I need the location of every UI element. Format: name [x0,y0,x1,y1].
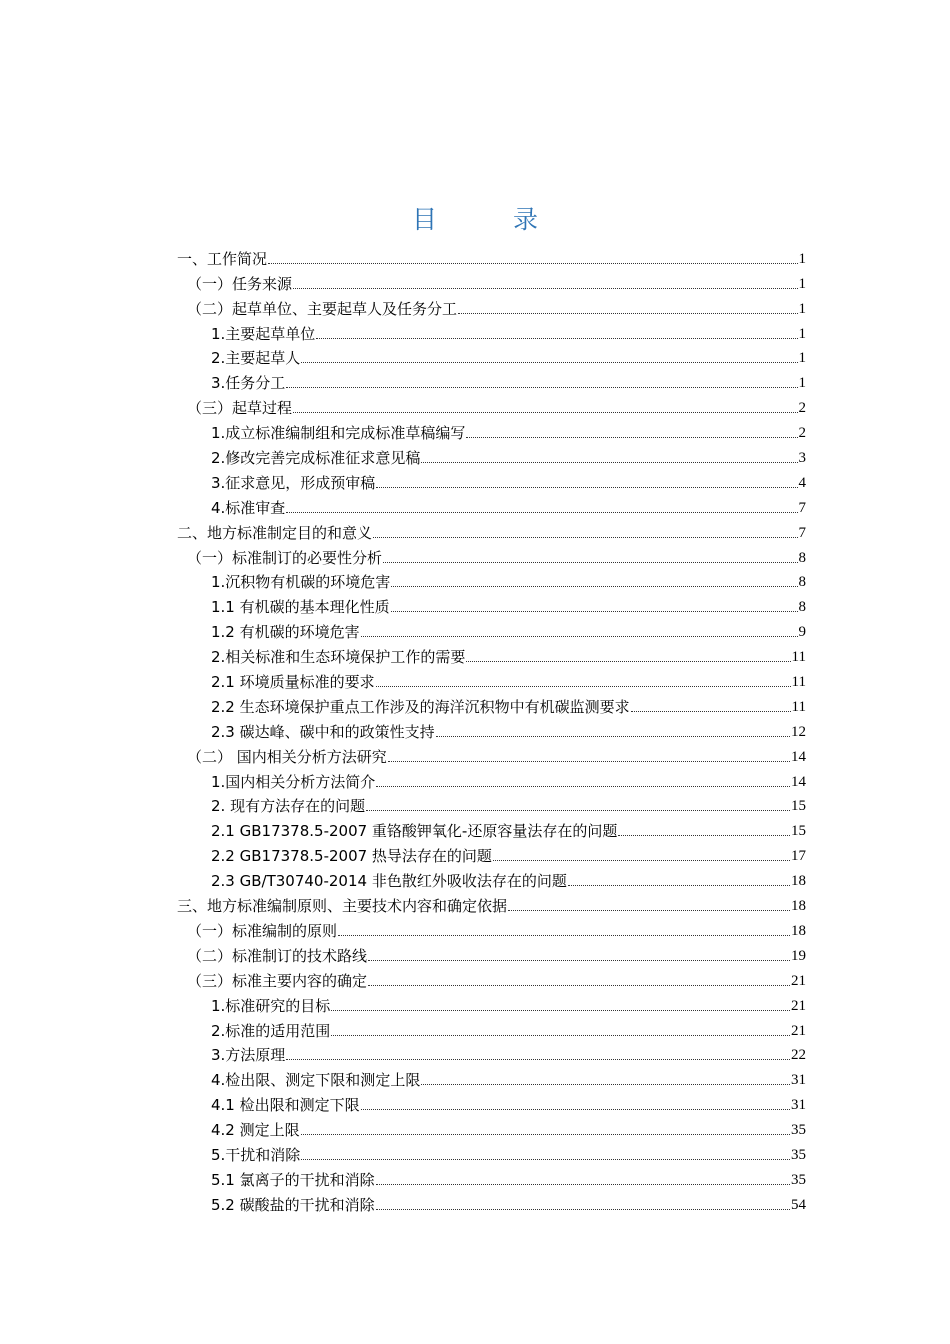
toc-dot-leader [361,1108,790,1110]
toc-entry[interactable] [211,1189,806,1214]
toc-entry[interactable] [211,1064,806,1089]
toc-list [0,243,950,1214]
toc-entry-text: 1.国内相关分析方法简介 [211,772,376,791]
toc-page-number: 35 [791,1146,806,1163]
toc-entry-text: 2.2 GB17378.5-2007 热导法存在的问题 [211,847,492,866]
toc-entry[interactable] [211,442,806,467]
toc-dot-leader [391,610,798,612]
toc-entry-text: 一、工作简况 [177,249,268,268]
toc-dot-leader [301,361,797,363]
toc-entry-text: 5.2 碳酸盐的干扰和消除 [211,1195,375,1214]
toc-page-number: 22 [791,1047,806,1064]
toc-entry[interactable] [211,616,806,641]
toc-dot-leader [466,436,797,438]
toc-page-number: 11 [791,698,806,715]
toc-entry[interactable] [211,492,806,517]
toc-page-number: 21 [791,972,806,989]
toc-page-number: 2 [798,425,806,442]
toc-dot-leader [631,710,791,712]
toc-dot-leader [376,1208,790,1210]
toc-page-number: 2 [798,400,806,417]
toc-entry[interactable] [211,1089,806,1114]
toc-dot-leader [331,1009,790,1011]
toc-entry[interactable] [187,940,806,965]
toc-page-number: 1 [798,350,806,367]
toc-entry[interactable] [187,392,806,417]
toc-dot-leader [368,984,790,986]
toc-entry[interactable] [211,691,806,716]
toc-entry[interactable] [211,840,806,865]
toc-page-number: 35 [791,1122,806,1139]
toc-entry[interactable] [211,467,806,492]
toc-page-number: 14 [791,773,806,790]
toc-entry-text: 2.标准的适用范围 [211,1021,331,1040]
toc-page-number: 18 [791,922,806,939]
toc-entry-text: （三）标准主要内容的确定 [187,971,368,990]
toc-entry-text: 1.2 有机碳的环境危害 [211,623,360,642]
toc-entry-text: 2.主要起草人 [211,349,301,368]
toc-entry-text: 1.成立标准编制组和完成标准草稿编写 [211,424,466,443]
toc-entry-text: 5.1 氯离子的干扰和消除 [211,1170,375,1189]
toc-dot-leader [301,1133,790,1135]
toc-dot-leader [391,585,797,587]
toc-entry-text: 4.1 检出限和测定下限 [211,1096,360,1115]
toc-page-number: 14 [791,748,806,765]
toc-dot-leader [436,735,790,737]
toc-dot-leader [366,809,790,811]
toc-entry-text: 2.相关标准和生态环境保护工作的需要 [211,648,466,667]
toc-page-number: 7 [798,524,806,541]
toc-entry-text: （三）起草过程 [187,399,293,418]
toc-page-number: 35 [791,1171,806,1188]
toc-page-number: 31 [791,1072,806,1089]
toc-entry[interactable] [187,915,806,940]
toc-entry[interactable] [211,1139,806,1164]
toc-entry[interactable] [211,318,806,343]
toc-entry-text: 2.3 GB/T30740-2014 非色散红外吸收法存在的问题 [211,872,567,891]
toc-entry[interactable] [211,343,806,368]
toc-page-number: 11 [791,674,806,691]
toc-dot-leader [618,834,790,836]
toc-dot-leader [316,337,797,339]
toc-dot-leader [368,959,790,961]
toc-entry[interactable] [211,666,806,691]
toc-entry[interactable] [187,542,806,567]
toc-dot-leader [376,685,791,687]
toc-entry[interactable] [211,865,806,890]
toc-entry-text: 1.1 有机碳的基本理化性质 [211,598,390,617]
toc-entry-text: 3.方法原理 [211,1046,286,1065]
toc-page-number: 1 [798,250,806,267]
toc-dot-leader [286,1058,790,1060]
toc-dot-leader [376,486,797,488]
toc-page-number: 8 [798,599,806,616]
toc-entry-text: 3.任务分工 [211,374,286,393]
toc-dot-leader [421,1083,790,1085]
toc-dot-leader [376,1183,790,1185]
toc-page-number: 18 [791,873,806,890]
toc-page-number: 1 [798,375,806,392]
toc-entry[interactable] [177,517,806,542]
toc-entry-text: 1.主要起草单位 [211,324,316,343]
toc-page-number: 4 [798,474,806,491]
toc-entry-text: 1.标准研究的目标 [211,996,331,1015]
toc-dot-leader [286,386,797,388]
toc-entry[interactable] [187,965,806,990]
toc-entry[interactable] [211,367,806,392]
toc-entry-text: 二、地方标准制定目的和意义 [177,523,373,542]
toc-dot-leader [421,461,797,463]
toc-entry[interactable] [211,791,806,816]
toc-entry-text: 2.1 GB17378.5-2007 重铬酸钾氧化-还原容量法存在的问题 [211,822,618,841]
toc-entry[interactable] [177,243,806,268]
toc-entry-text: 2.3 碳达峰、碳中和的政策性支持 [211,722,435,741]
toc-page-number: 3 [798,450,806,467]
toc-entry[interactable] [187,741,806,766]
toc-entry-text: 2.2 生态环境保护重点工作涉及的海洋沉积物中有机碳监测要求 [211,697,630,716]
toc-page-number: 8 [798,549,806,566]
toc-dot-leader [301,1158,790,1160]
toc-entry-text: （二）起草单位、主要起草人及任务分工 [187,299,458,318]
toc-dot-leader [286,511,797,513]
toc-dot-leader [293,287,797,289]
toc-page-number: 21 [791,997,806,1014]
toc-entry-text: （一）标准编制的原则 [187,921,338,940]
toc-entry[interactable] [211,815,806,840]
toc-entry-text: （二）标准制订的技术路线 [187,946,368,965]
toc-entry[interactable] [177,890,806,915]
toc-entry-text: 5.干扰和消除 [211,1145,301,1164]
toc-entry[interactable] [211,591,806,616]
toc-entry-text: 2. 现有方法存在的问题 [211,797,366,816]
toc-page-number: 1 [798,300,806,317]
toc-dot-leader [508,909,790,911]
toc-entry[interactable] [211,766,806,791]
toc-dot-leader [373,536,797,538]
toc-page-number: 15 [791,798,806,815]
toc-page-number: 15 [791,823,806,840]
toc-page-number: 21 [791,1022,806,1039]
toc-entry-text: 2.1 环境质量标准的要求 [211,673,375,692]
toc-entry[interactable] [211,1040,806,1065]
toc-entry[interactable] [211,641,806,666]
toc-entry[interactable] [211,990,806,1015]
toc-page-number: 9 [798,624,806,641]
toc-dot-leader [293,411,797,413]
toc-entry[interactable] [211,1015,806,1040]
toc-page-number: 8 [798,574,806,591]
toc-entry[interactable] [211,417,806,442]
toc-dot-leader [458,312,797,314]
toc-entry-text: 三、地方标准编制原则、主要技术内容和确定依据 [177,897,508,916]
toc-page-number: 31 [791,1097,806,1114]
toc-entry-text: （二） 国内相关分析方法研究 [187,747,387,766]
toc-entry[interactable] [211,1164,806,1189]
toc-page-number: 12 [791,723,806,740]
toc-entry[interactable] [211,567,806,592]
toc-dot-leader [268,262,797,264]
toc-entry[interactable] [187,293,806,318]
toc-page-number: 1 [798,275,806,292]
toc-dot-leader [383,561,797,563]
toc-entry-text: 4.2 测定上限 [211,1121,300,1140]
toc-page-number: 7 [798,499,806,516]
toc-page-number: 54 [791,1196,806,1213]
toc-dot-leader [338,934,790,936]
toc-entry-text: （一）任务来源 [187,274,293,293]
toc-dot-leader [376,785,790,787]
toc-entry-text: 4.检出限、测定下限和测定上限 [211,1071,421,1090]
toc-page-number: 18 [791,898,806,915]
toc-entry-text: （一）标准制订的必要性分析 [187,548,383,567]
toc-page-number: 11 [791,649,806,666]
toc-page-number: 19 [791,947,806,964]
toc-dot-leader [388,760,790,762]
toc-title: 目 录 [412,205,572,234]
toc-dot-leader [493,859,790,861]
toc-entry[interactable] [187,268,806,293]
toc-dot-leader [466,660,790,662]
toc-entry-text: 4.标准审查 [211,498,286,517]
toc-entry[interactable] [211,716,806,741]
toc-entry-text: 3.征求意见，形成预审稿 [211,473,376,492]
toc-entry-text: 1.沉积物有机碳的环境危害 [211,573,391,592]
toc-page-number: 1 [798,325,806,342]
toc-page-number: 17 [791,848,806,865]
toc-dot-leader [568,884,790,886]
toc-entry-text: 2.修改完善完成标准征求意见稿 [211,449,421,468]
toc-dot-leader [331,1034,790,1036]
toc-dot-leader [361,635,798,637]
toc-entry[interactable] [211,1114,806,1139]
